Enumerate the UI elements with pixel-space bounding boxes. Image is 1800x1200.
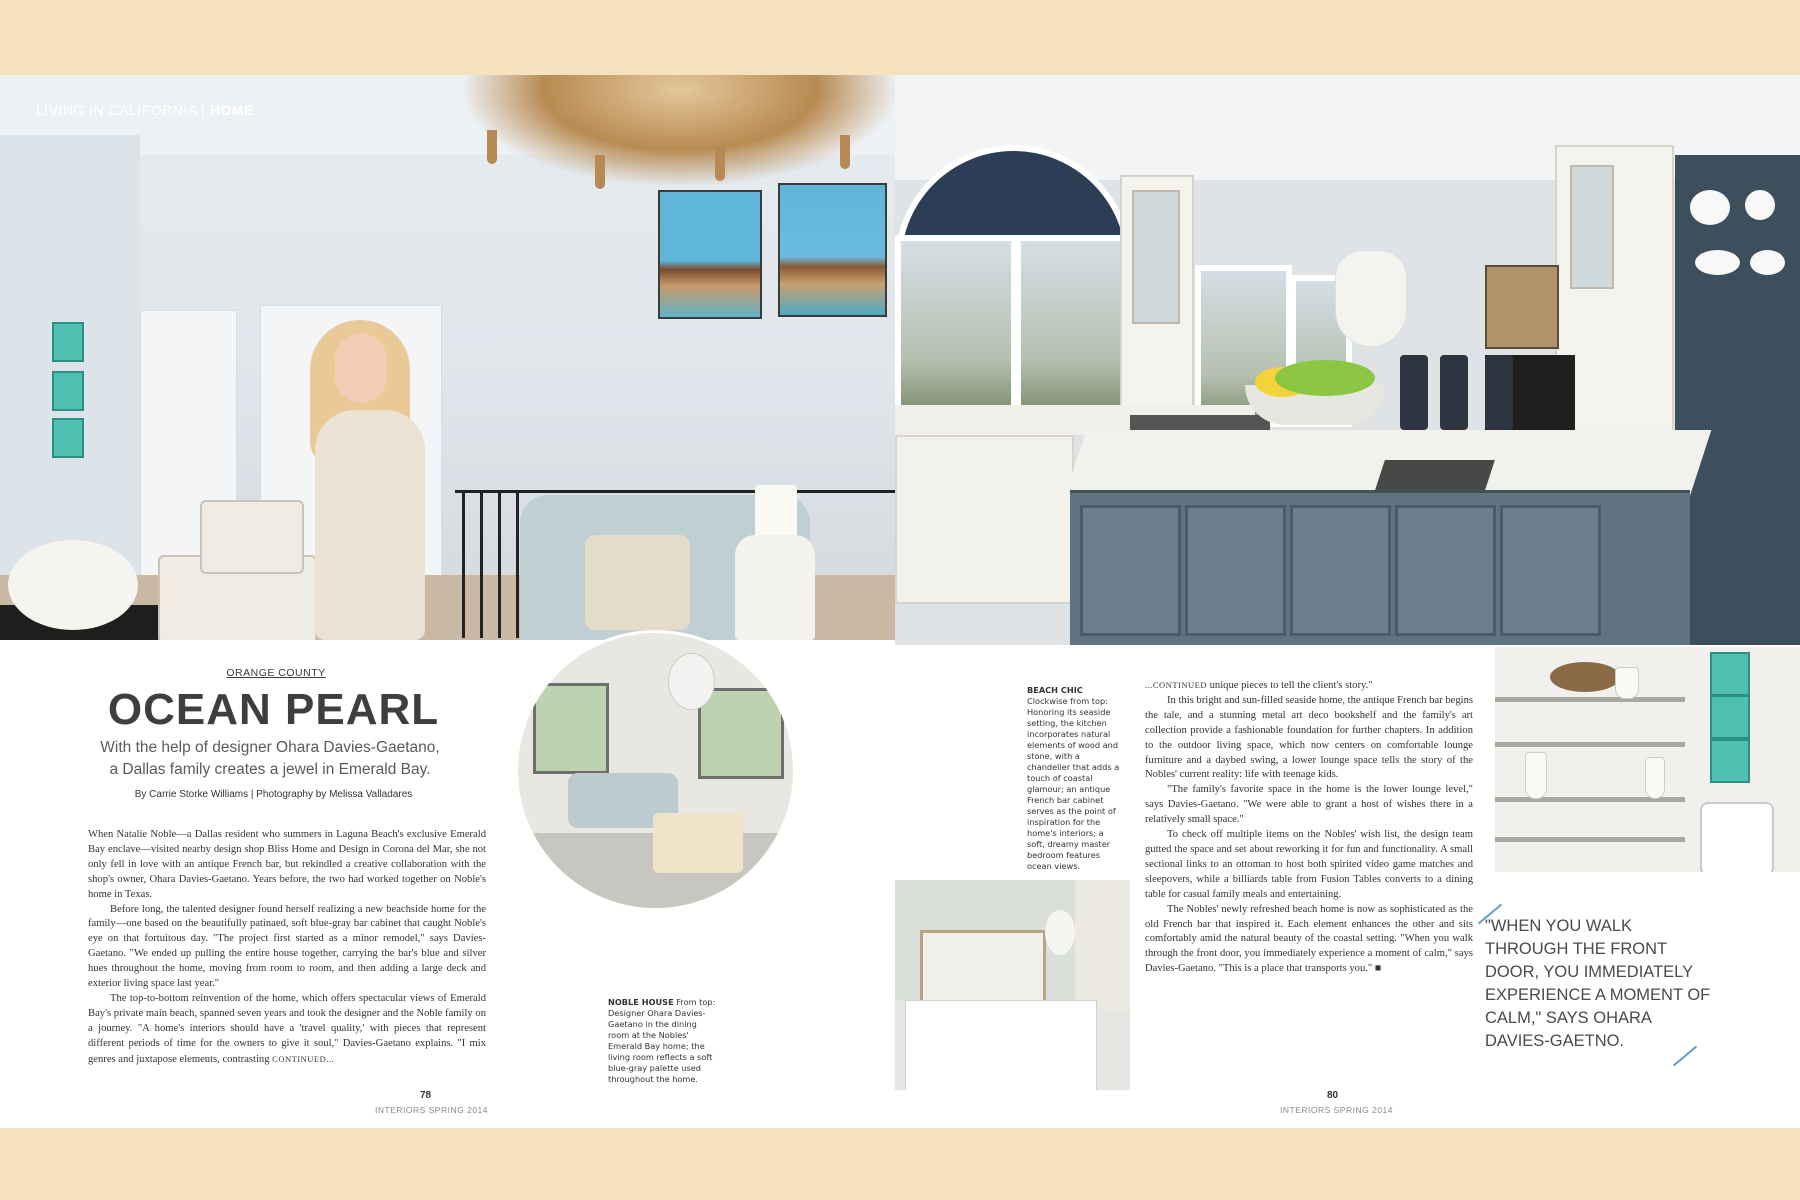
section-kicker-text: LIVING IN CALIFORNIA [36, 102, 197, 118]
caption-text: From top: Designer Ohara Davies-Gaetano in the dining room at the Nobles' Emerald Bay home; the living room reflects a soft blue-gray palette used throughout the home. [608, 997, 716, 1084]
paragraph-text: The top-to-bottom reinvention of the home, which offers spectacular views of Emerald Bay's private main beach, spanned seven years and took the designer and the Noble family on a journey. "A home's interiors should have a 'travel quality,' with pieces that represent different periods of time for the owners to give it soul," Davies-Gaetano explains. "I mix genres and juxtapose elements, contrasting [88, 992, 486, 1065]
paragraph: "The family's favorite space in the home is the lower lounge level," says Davies-Gaetano. "We were able to grant a host of wishes there in a relatively small space." [1145, 784, 1473, 826]
paragraph: Before long, the talented designer found herself realizing a new beachside home for the family—one based on the beautifully patinaed, soft blue-gray bar cabinet that caught Noble's eye on that fortuitous day. "The project first started as a minor remodel," says Davies-Gaetano. "We ended up pulling the entire house together, carrying the bar's blue and silver hues throughout the home, moving from room to room, and then adding a large deck and exterior living space last year." [88, 903, 486, 990]
continued-marker: CONTINUED... [272, 1053, 335, 1064]
caption-text: Clockwise from top: Honoring its seaside setting, the kitchen incorporates natural elements of wood and stone, with a chandelier that adds a touch of coastal glamour; an antique French bar cabinet serves as the point of inspiration for the home's interiors; a soft, dreamy master bedroom features ocean views. [1027, 696, 1120, 871]
paragraph-text: unique pieces to tell the client's story." [1209, 680, 1373, 691]
caption-label: NOBLE HOUSE [608, 997, 674, 1007]
noble-house-caption [608, 997, 718, 1085]
paragraph: In this bright and sun-filled seaside home, the antique French bar begins the tale, and a stunning metal art deco bookshelf and the family's art collection provide a fashionable foundation for further chapters. In addition to the outdoor living space, which now centers on comfortable lounge furniture and a daybed swing, a lower lounge space tells the story of the Nobles' current reality: life with teenage kids. [1145, 694, 1473, 781]
bedroom-photo [895, 880, 1130, 1090]
right-page [895, 75, 1800, 1128]
pull-quote: "WHEN YOU WALK THROUGH THE FRONT DOOR, YOU IMMEDIATELY EXPERIENCE A MOMENT OF CALM," SAYS OHARA DAVIES-GAETNO. [1485, 917, 1711, 1050]
left-body-text [88, 828, 486, 1068]
continued-marker: ...CONTINUED [1145, 680, 1207, 690]
section-kicker-bold: HOME [209, 102, 254, 118]
living-room-circle-photo [515, 630, 796, 911]
chandelier [465, 75, 895, 185]
blue-hutch [1675, 155, 1800, 645]
folio-sub-left: INTERIORS SPRING 2014 [375, 1105, 489, 1115]
paragraph [88, 992, 486, 1068]
paragraph [1145, 678, 1473, 694]
page-number-right: 80 [1327, 1090, 1339, 1101]
article-title: OCEAN PEARL [107, 685, 440, 734]
blue-painting-left [658, 190, 762, 319]
beach-chic-caption [1027, 685, 1122, 872]
right-body-text [1145, 678, 1473, 977]
article-dek: With the help of designer Ohara Davies-Gaetano, a Dallas family creates a jewel in Emerald Bay. [100, 739, 440, 778]
blue-painting-right [778, 183, 887, 317]
magazine-spread [0, 75, 1800, 1128]
kitchen-photo [895, 75, 1800, 645]
byline: By Carrie Storke Williams | Photography by Melissa Valladares [134, 789, 413, 800]
folio-sub-right: INTERIORS SPRING 2014 [1280, 1105, 1394, 1115]
bookshelf-photo [1495, 647, 1800, 872]
caption-label: BEACH CHIC [1027, 685, 1083, 695]
paragraph: The Nobles' newly refreshed beach home is now as sophisticated as the old French bar that inspired it. Each element enhances the other and sits comfortably amid the natural beauty of the coastal setting. "When you walk through the front door, you immediately experience a moment of calm," says Davies-Gaetano. "This is a place that transports you." ■ [1145, 903, 1473, 975]
section-kicker: LIVING IN CALIFORNIA | HOME [36, 102, 254, 118]
region-label: ORANGE COUNTY [226, 667, 326, 679]
paragraph: When Natalie Noble—a Dallas resident who summers in Laguna Beach's exclusive Emerald Bay enclave—visited nearby design shop Bliss Home and Design in Corona del Mar, she not only fell in love with an antique French bar, but rekindled a creative collaboration with the shop's owner, Ohara Davies-Gaetano. Years before, the two had worked together on Noble's home in Texas. [88, 829, 486, 900]
left-page [0, 75, 895, 1128]
living-room-photo [0, 75, 895, 640]
shell-chandelier [1335, 250, 1407, 347]
page-number-left: 78 [420, 1090, 432, 1101]
paragraph: To check off multiple items on the Nobles' wish list, the design team gutted the space and set about reworking it for fun and functionality. A small sectional links to an ottoman to host both spirited video game matches and sleepovers, while a billiards table from Fusion Tables converts to a dining table for casual family meals and entertaining. [1145, 829, 1473, 900]
